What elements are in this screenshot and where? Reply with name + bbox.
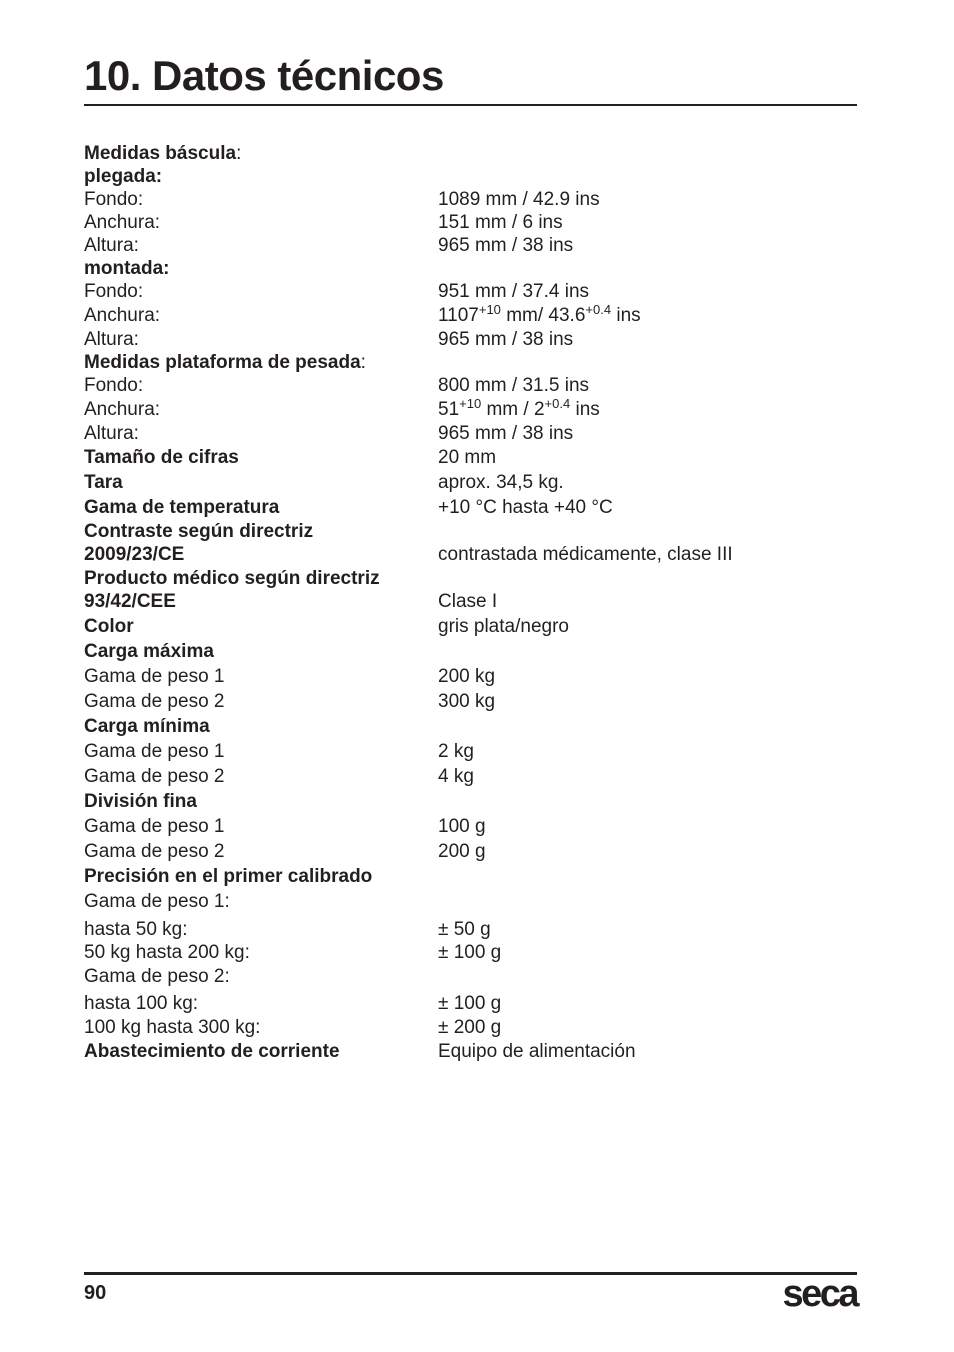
spec-row bbox=[84, 328, 857, 351]
spec-value: ± 100 g bbox=[438, 993, 502, 1014]
spec-row bbox=[84, 739, 857, 764]
spec-label: Color bbox=[84, 616, 134, 637]
spec-row bbox=[84, 211, 857, 234]
spec-row bbox=[84, 839, 857, 864]
spec-value: 151 mm / 6 ins bbox=[438, 212, 563, 233]
spec-row bbox=[84, 257, 857, 280]
spec-row bbox=[84, 590, 857, 614]
spec-label: 100 kg hasta 300 kg: bbox=[84, 1017, 261, 1038]
spec-label: Gama de peso 1 bbox=[84, 816, 225, 837]
spec-label: Tara bbox=[84, 472, 123, 493]
spec-label: Contraste según directriz bbox=[84, 521, 314, 542]
spec-row bbox=[84, 918, 857, 941]
spec-label: Anchura: bbox=[84, 212, 161, 233]
spec-row bbox=[84, 889, 857, 914]
spec-value: 100 g bbox=[438, 816, 486, 837]
spec-row bbox=[84, 567, 857, 590]
spec-row bbox=[84, 814, 857, 839]
spec-label: Fondo: bbox=[84, 189, 144, 210]
spec-row bbox=[84, 165, 857, 188]
spec-row bbox=[84, 941, 857, 964]
spec-row bbox=[84, 470, 857, 495]
spec-row bbox=[84, 495, 857, 520]
spec-value: ± 100 g bbox=[438, 942, 502, 963]
spec-label: montada: bbox=[84, 258, 170, 279]
spec-value: 1089 mm / 42.9 ins bbox=[438, 189, 600, 210]
spec-row bbox=[84, 374, 857, 397]
footer-rule bbox=[84, 1272, 857, 1275]
spec-value: 965 mm / 38 ins bbox=[438, 235, 574, 256]
spec-label: Gama de peso 2: bbox=[84, 966, 230, 987]
spec-table bbox=[84, 142, 857, 1064]
spec-row bbox=[84, 351, 857, 374]
spec-row bbox=[84, 188, 857, 211]
spec-label: 2009/23/CE bbox=[84, 544, 185, 565]
spec-label: plegada: bbox=[84, 166, 163, 187]
spec-value: ± 200 g bbox=[438, 1017, 502, 1038]
spec-label: Precisión en el primer calibrado bbox=[84, 866, 373, 887]
spec-value: aprox. 34,5 kg. bbox=[438, 472, 564, 493]
spec-label: Gama de temperatura bbox=[84, 497, 280, 518]
spec-label: Fondo: bbox=[84, 375, 144, 396]
spec-row bbox=[84, 1039, 857, 1064]
spec-row bbox=[84, 664, 857, 689]
spec-value: +10 °C hasta +40 °C bbox=[438, 497, 613, 518]
spec-row bbox=[84, 303, 857, 328]
spec-value: 200 kg bbox=[438, 666, 496, 687]
spec-row bbox=[84, 689, 857, 714]
spec-label: Producto médico según directriz bbox=[84, 568, 380, 589]
spec-label: Altura: bbox=[84, 423, 139, 444]
spec-label: Fondo: bbox=[84, 281, 144, 302]
spec-row bbox=[84, 142, 857, 165]
spec-label: 93/42/CEE bbox=[84, 591, 176, 612]
spec-value: $1107^{+10}$ mm/ $43.6^{+0.4}$ ins bbox=[438, 302, 641, 326]
spec-label: Gama de peso 2 bbox=[84, 766, 225, 787]
spec-value: 20 mm bbox=[438, 447, 497, 468]
spec-value: 965 mm / 38 ins bbox=[438, 329, 574, 350]
spec-row bbox=[84, 234, 857, 257]
spec-label: Altura: bbox=[84, 235, 139, 256]
spec-label: Carga mínima bbox=[84, 716, 210, 737]
spec-label: Anchura: bbox=[84, 399, 161, 420]
spec-value: 965 mm / 38 ins bbox=[438, 423, 574, 444]
spec-row bbox=[84, 422, 857, 445]
spec-row bbox=[84, 864, 857, 889]
spec-label: Gama de peso 1 bbox=[84, 741, 225, 762]
spec-value: ± 50 g bbox=[438, 919, 491, 940]
spec-row bbox=[84, 614, 857, 639]
spec-value: 2 kg bbox=[438, 741, 474, 762]
spec-value: contrastada médicamente, clase III bbox=[438, 544, 733, 565]
spec-row bbox=[84, 1016, 857, 1039]
spec-value: 951 mm / 37.4 ins bbox=[438, 281, 590, 302]
spec-label: 50 kg hasta 200 kg: bbox=[84, 942, 250, 963]
spec-label: Anchura: bbox=[84, 305, 161, 326]
spec-label: Gama de peso 2 bbox=[84, 841, 225, 862]
spec-row bbox=[84, 520, 857, 543]
page-number: 90 bbox=[84, 1282, 107, 1304]
spec-label: hasta 100 kg: bbox=[84, 993, 199, 1014]
spec-value: Equipo de alimentación bbox=[438, 1041, 636, 1062]
spec-row bbox=[84, 789, 857, 814]
spec-row bbox=[84, 280, 857, 303]
spec-row bbox=[84, 639, 857, 664]
spec-row bbox=[84, 543, 857, 567]
spec-value: 4 kg bbox=[438, 766, 474, 787]
spec-label: Tamaño de cifras bbox=[84, 447, 239, 468]
spec-row bbox=[84, 714, 857, 739]
spec-row bbox=[84, 964, 857, 989]
spec-label: División fina bbox=[84, 791, 197, 812]
seca-logo: seca bbox=[782, 1273, 857, 1315]
page-title: 10. Datos técnicos bbox=[84, 52, 444, 99]
spec-value: 200 g bbox=[438, 841, 486, 862]
header-rule bbox=[84, 104, 857, 106]
spec-label: Medidas báscula: bbox=[84, 143, 242, 164]
spec-label: Gama de peso 1: bbox=[84, 891, 230, 912]
spec-value: Clase I bbox=[438, 591, 498, 612]
spec-value: gris plata/negro bbox=[438, 616, 569, 637]
spec-label: Altura: bbox=[84, 329, 139, 350]
spec-label: Gama de peso 2 bbox=[84, 691, 225, 712]
spec-label: Medidas plataforma de pesada: bbox=[84, 352, 366, 373]
spec-row bbox=[84, 764, 857, 789]
spec-row bbox=[84, 991, 857, 1016]
spec-value: 800 mm / 31.5 ins bbox=[438, 375, 590, 396]
spec-value: 300 kg bbox=[438, 691, 496, 712]
spec-label: Abastecimiento de corriente bbox=[84, 1041, 340, 1062]
spec-value: $51^{+10}$ mm / $2^{+0.4}$ ins bbox=[438, 396, 600, 420]
spec-label: Gama de peso 1 bbox=[84, 666, 225, 687]
spec-label: Carga máxima bbox=[84, 641, 214, 662]
spec-row bbox=[84, 445, 857, 470]
spec-label: hasta 50 kg: bbox=[84, 919, 188, 940]
spec-row bbox=[84, 397, 857, 422]
